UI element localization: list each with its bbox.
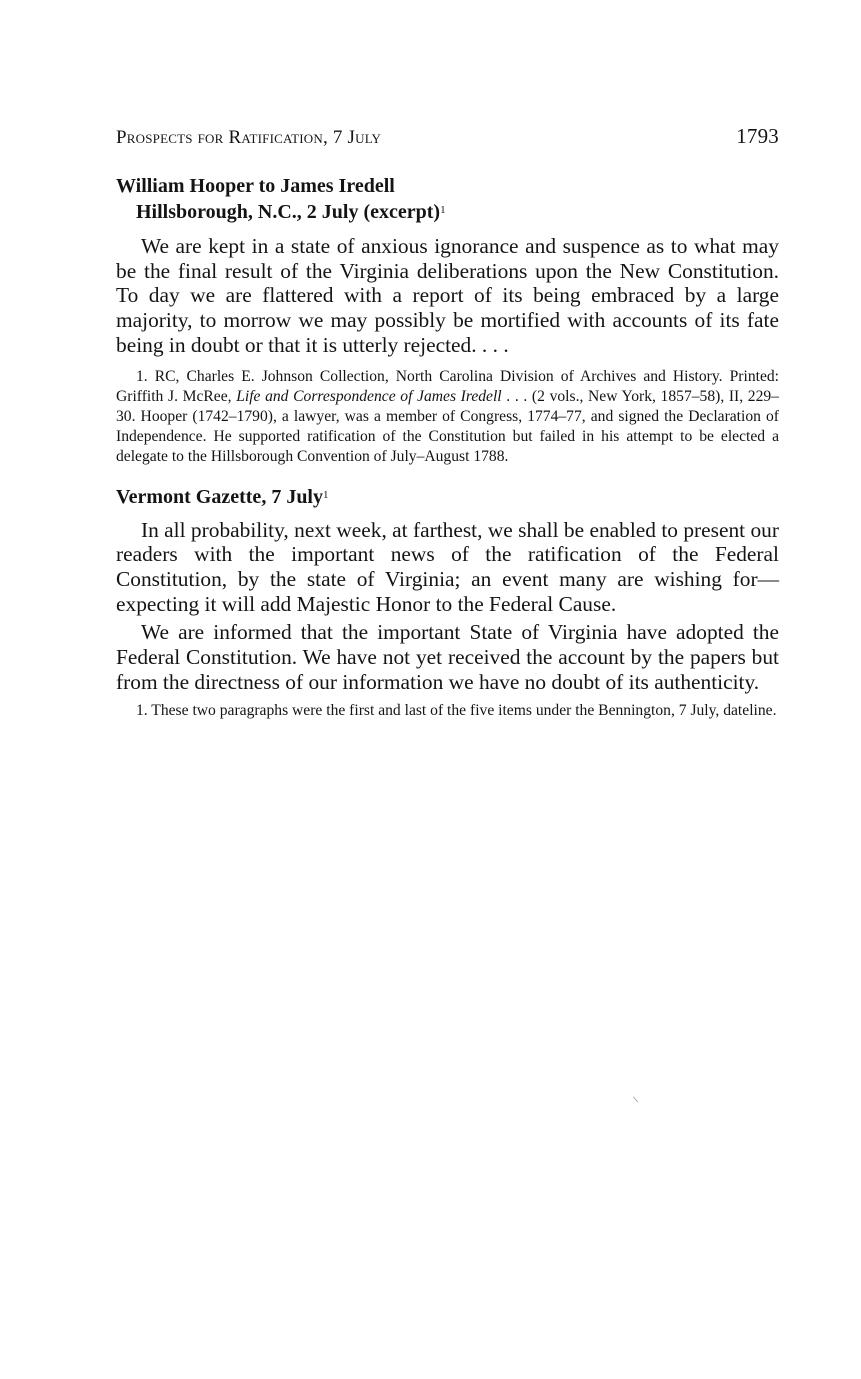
body-paragraph: In all probability, next week, at farthest, we shall be enabled to present our readers with the important news of the ratification of the Federal Constitution, by the state of Virginia; an event many are wishing for—expecting it will add Majestic Honor to the Federal Cause.: [116, 517, 779, 616]
document-body: [116, 234, 779, 358]
page-number: 1793: [736, 124, 779, 148]
footnote-text: 1. RC, Charles E. Johnson Collection, North Carolina Division of Archives and History. Printed: Griffith J. McRee,: [116, 367, 779, 405]
document-vermont-gazette: [116, 484, 779, 722]
document-hooper-to-iredell: [116, 173, 779, 468]
document-heading: [116, 484, 779, 510]
heading-line-2: [116, 199, 779, 225]
document-heading: [116, 173, 779, 225]
running-head-title: Prospects for Ratification, 7 July: [116, 127, 382, 148]
document-page: [116, 124, 779, 722]
heading-line-1: William Hooper to James Iredell: [116, 175, 395, 197]
body-paragraph: We are kept in a state of anxious ignorance and suspence as to what may be the final result of the Virginia deliberations upon the New Constitution. To day we are flattered with a report of its being embraced by a large majority, to morrow we may possibly be mortified with accounts of its fate being in doubt or that it is utterly rejected. . . .: [116, 234, 779, 357]
heading-title: Vermont Gazette, 7 July: [116, 485, 323, 508]
document-body: [116, 518, 779, 695]
footnote-marker: 1: [323, 488, 329, 501]
heading-place-date: Hillsborough, N.C., 2 July (excerpt): [136, 201, 441, 223]
footnote-title: Life and Correspondence of James Iredell: [236, 387, 502, 405]
body-paragraph: We are informed that the important State of Virginia have adopted the Federal Constitution. We have not yet received the account by the papers but from the directness of our information we have no doubt of its authenticity.: [116, 620, 779, 694]
running-head: [116, 124, 779, 149]
footnote-text-cont: . . . (2 vols., New York, 1857–58), II, 229–30. Hooper (1742–1790), a lawyer, was a member of Congress, 1774–77, and signed the Declaration of Independence. He supported ratification of the Constitution but failed in his attempt to be elected a delegate to the Hillsborough Convention of July–August 1788.: [116, 387, 779, 466]
footnote: 1. These two paragraphs were the first and last of the five items under the Bennington, 7 July, dateline.: [136, 702, 777, 720]
stray-pencil-mark: [633, 1091, 645, 1103]
footnote-marker: 1: [440, 204, 446, 216]
footnote: [116, 367, 779, 468]
